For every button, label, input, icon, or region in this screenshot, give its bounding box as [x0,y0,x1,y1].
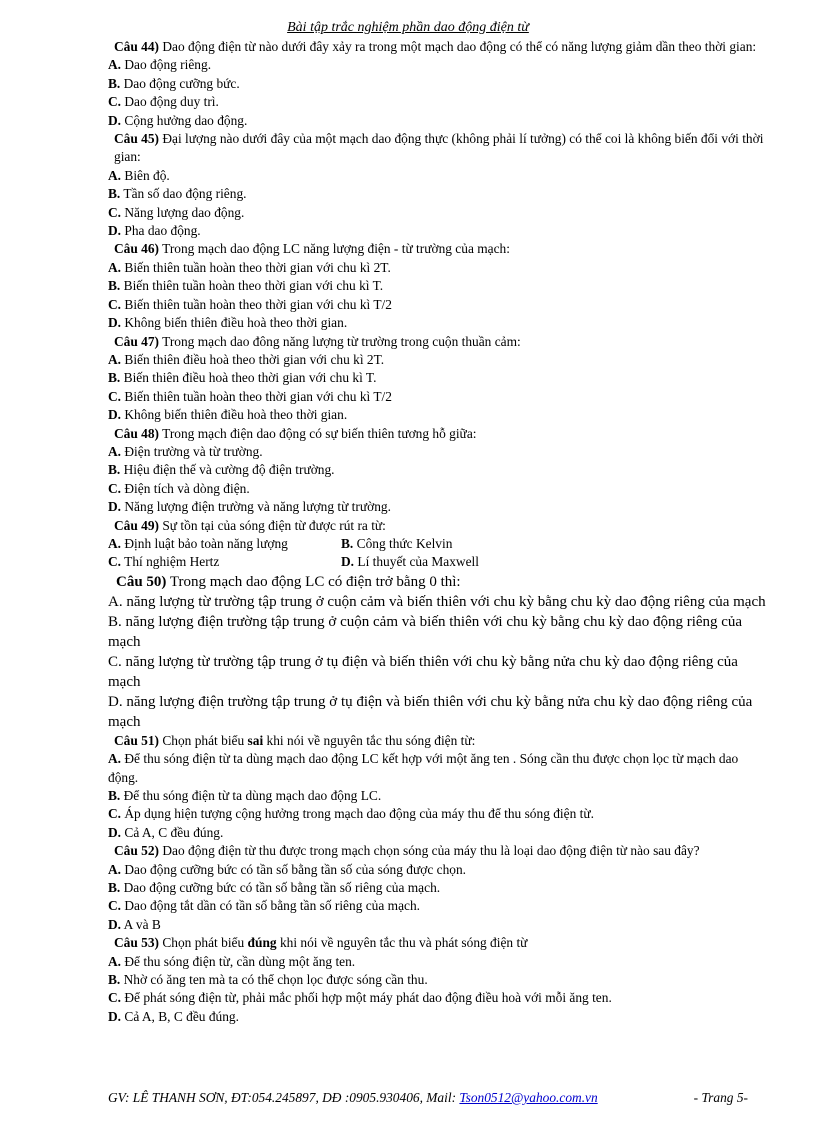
option-a: A. Để thu sóng điện từ ta dùng mạch dao động LC kết hợp với một ăng ten . Sóng cần thu được chọn lọc từ mạch dao động. [108,751,739,785]
question-46: Câu 46) Trong mạch dao động LC năng lượng điện - từ trường của mạch: [114,241,510,257]
option-d: D. năng lượng điện trường tập trung ở tụ điện và biến thiên với chu kỳ bằng nửa chu kỳ dao động riêng của mạch [108,693,753,730]
option-c: C. Dao động duy trì. [108,94,219,110]
option-d: D. Cả A, B, C đều đúng. [108,1008,239,1024]
option-b: B. Biến thiên điều hoà theo thời gian với chu kì T. [108,370,377,386]
option-c: C. Biến thiên tuần hoàn theo thời gian với chu kì T/2 [108,388,392,404]
question-49: Câu 49) Sự tồn tại của sóng điện từ được rút ra từ: [114,517,386,533]
option-d: D. Năng lượng điện trường và năng lượng từ trường. [108,499,391,515]
question-51: Câu 51) Chọn phát biểu sai khi nói về nguyên tắc thu sóng điện từ: [114,732,476,748]
question-50: Câu 50) Trong mạch dao động LC có điện trở bằng 0 thì: [116,573,461,590]
option-d: D. Không biến thiên điều hoà theo thời gian. [108,315,348,331]
option-b: B. Để thu sóng điện từ ta dùng mạch dao động LC. [108,788,382,803]
page-number: - Trang 5- [693,1090,748,1105]
question-53: Câu 53) Chọn phát biểu đúng khi nói về nguyên tắc thu và phát sóng điện từ [114,935,528,951]
option-b: B. Công thức Kelvin [341,535,453,551]
option-b: B. Dao động cưỡng bức có tần số bằng tần số riêng của mạch. [108,880,441,896]
question-47: Câu 47) Trong mạch dao đông năng lượng từ trường trong cuộn thuần cảm: [114,333,521,349]
option-c: C. năng lượng từ trường tập trung ở tụ điện và biến thiên với chu kỳ bằng nửa chu kỳ dao động riêng của mạch [108,653,738,690]
option-a: A. Biến thiên tuần hoàn theo thời gian với chu kì 2T. [108,259,391,275]
option-b: B. Biến thiên tuần hoàn theo thời gian với chu kì T. [108,278,384,294]
option-a: A. Dao động riêng. [108,57,212,73]
option-a: A. năng lượng từ trường tập trung ở cuộn cảm và biến thiên với chu kỳ bằng chu kỳ dao động riêng của mạch [108,593,766,610]
option-d: D. Lí thuyết của Maxwell [341,554,479,570]
page-footer [108,1090,748,1106]
option-c: C. Áp dụng hiện tượng cộng hưởng trong mạch dao động của máy thu để thu sóng điện từ. [108,806,594,822]
email-link[interactable]: Tson0512@yahoo.com.vn [459,1090,598,1105]
question-48: Câu 48) Trong mạch điện dao động có sự biến thiên tương hỗ giữa: [114,425,477,441]
option-a: A. Biên độ. [108,167,170,183]
option-d: D. Pha dao động. [108,223,201,239]
footer-contact: GV: LÊ THANH SƠN, ĐT:054.245897, DĐ :0905.930406, Mail: [108,1090,460,1105]
option-a: A. Điện trường và từ trường. [108,443,263,459]
option-a: A. Để thu sóng điện từ, cần dùng một ăng ten. [108,953,356,969]
option-d: D. Cộng hưởng dao động. [108,112,248,128]
option-a: A. Biến thiên điều hoà theo thời gian với chu kì 2T. [108,351,385,367]
question-52: Câu 52) Dao động điện từ thu được trong mạch chọn sóng của máy thu là loại dao động điện từ nào sau đây? [114,843,700,859]
option-d: D. Không biến thiên điều hoà theo thời gian. [108,407,348,423]
option-c: C. Biến thiên tuần hoàn theo thời gian với chu kì T/2 [108,296,392,312]
question-44: Câu 44) Dao động điện từ nào dưới đây xảy ra trong một mạch dao động có thể có năng lượng giảm dần theo thời gian: [114,39,757,54]
option-d: D. Cả A, C đều đúng. [108,824,224,840]
option-b: B. Tần số dao động riêng. [108,186,247,202]
option-b: B. Dao động cưỡng bức. [108,75,240,91]
question-45: Câu 45) Đại lượng nào dưới đây của một mạch dao động thực (không phải lí tưởng) có thể coi là không biến đổi với thời gian: [114,131,764,165]
option-row [106,553,766,571]
question-list [106,38,766,1026]
option-row [106,535,766,553]
option-b: B. Nhờ có ăng ten mà ta có thể chọn lọc được sóng cần thu. [108,972,428,988]
option-d: D. A và B [108,916,161,932]
option-c: C. Năng lượng dao động. [108,204,245,220]
option-c: C. Điện tích và dòng điện. [108,480,250,496]
option-c: C. Dao động tắt dần có tần số bằng tần số riêng của mạch. [108,898,421,914]
page-header: Bài tập trắc nghiệm phần dao động điện từ [287,20,529,35]
option-c: C. Thí nghiệm Hertz [108,554,220,570]
option-a: A. Dao động cưỡng bức có tần số bằng tần số của sóng được chọn. [108,861,467,877]
option-a: A. Định luật bảo toàn năng lượng [108,535,288,551]
option-b: B. Hiệu điện thế và cường độ điện trường. [108,462,335,478]
option-b: B. năng lượng điện trường tập trung ở cuộn cảm và biến thiên với chu kỳ bằng chu kỳ dao động riêng của mạch [108,613,743,650]
option-c: C. Để phát sóng điện từ, phải mắc phối hợp một máy phát dao động điều hoà với mỗi ăng ten. [108,990,612,1006]
